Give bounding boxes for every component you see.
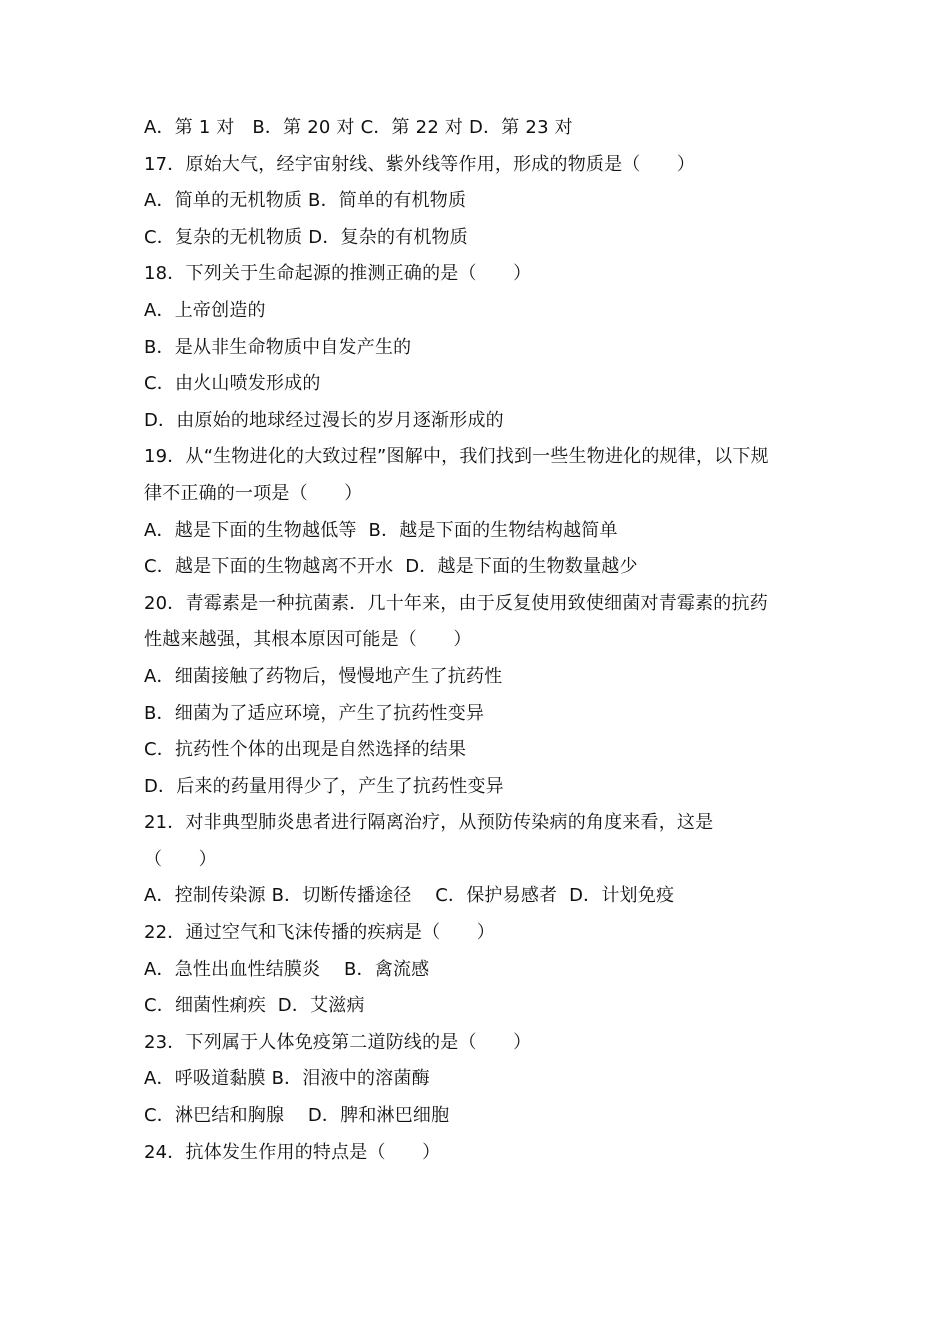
option-line: A．细菌接触了药物后，慢慢地产生了抗药性 xyxy=(144,665,503,687)
option-line: A．急性出血性结膜炎 B．禽流感 xyxy=(144,958,430,980)
question-20: 20．青霉素是一种抗菌素．几十年来，由于反复使用致使细菌对青霉素的抗药 xyxy=(144,592,768,614)
option-line: B．是从非生命物质中自发产生的 xyxy=(144,336,412,358)
option-line: A．简单的无机物质 B．简单的有机物质 xyxy=(144,190,467,212)
question-24: 24．抗体发生作用的特点是（ ） xyxy=(144,1141,441,1163)
option-line: B．细菌为了适应环境，产生了抗药性变异 xyxy=(144,702,485,724)
option-line: C．由火山喷发形成的 xyxy=(144,373,321,395)
question-23: 23．下列属于人体免疫第二道防线的是（ ） xyxy=(144,1031,532,1053)
question-19-continued: 律不正确的一项是（ ） xyxy=(144,482,363,504)
option-line: C．细菌性痢疾 D．艾滋病 xyxy=(144,995,365,1017)
option-line: A．越是下面的生物越低等 B．越是下面的生物结构越简单 xyxy=(144,519,618,541)
option-line: C．淋巴结和胸腺 D．脾和淋巴细胞 xyxy=(144,1105,450,1127)
option-line: A．上帝创造的 xyxy=(144,299,266,321)
option-line: A．呼吸道黏膜 B．泪液中的溶菌酶 xyxy=(144,1068,430,1090)
question-21: 21．对非典型肺炎患者进行隔离治疗，从预防传染病的角度来看，这是 xyxy=(144,812,714,834)
text-line: A．第 1 对 B．第 20 对 C．第 22 对 D．第 23 对 xyxy=(144,117,573,138)
option-line: D．后来的药量用得少了，产生了抗药性变异 xyxy=(144,775,504,797)
question-text-block xyxy=(144,110,814,1171)
option-line: D．由原始的地球经过漫长的岁月逐渐形成的 xyxy=(144,409,504,431)
question-17: 17．原始大气，经宇宙射线、紫外线等作用，形成的物质是（ ） xyxy=(144,153,696,175)
question-18: 18．下列关于生命起源的推测正确的是（ ） xyxy=(144,263,532,285)
question-19: 19．从“生物进化的大致过程”图解中，我们找到一些生物进化的规律，以下规 xyxy=(144,446,769,468)
option-line: A．控制传染源 B．切断传播途径 C．保护易感者 D．计划免疫 xyxy=(144,885,675,907)
question-22: 22．通过空气和飞沫传播的疾病是（ ） xyxy=(144,922,495,944)
option-line: C．越是下面的生物越离不开水 D．越是下面的生物数量越少 xyxy=(144,556,638,578)
option-line: C．复杂的无机物质 D．复杂的有机物质 xyxy=(144,226,468,248)
question-20-continued: 性越来越强，其根本原因可能是（ ） xyxy=(144,629,472,651)
question-21-continued: （ ） xyxy=(144,848,217,870)
option-line: C．抗药性个体的出现是自然选择的结果 xyxy=(144,739,467,761)
